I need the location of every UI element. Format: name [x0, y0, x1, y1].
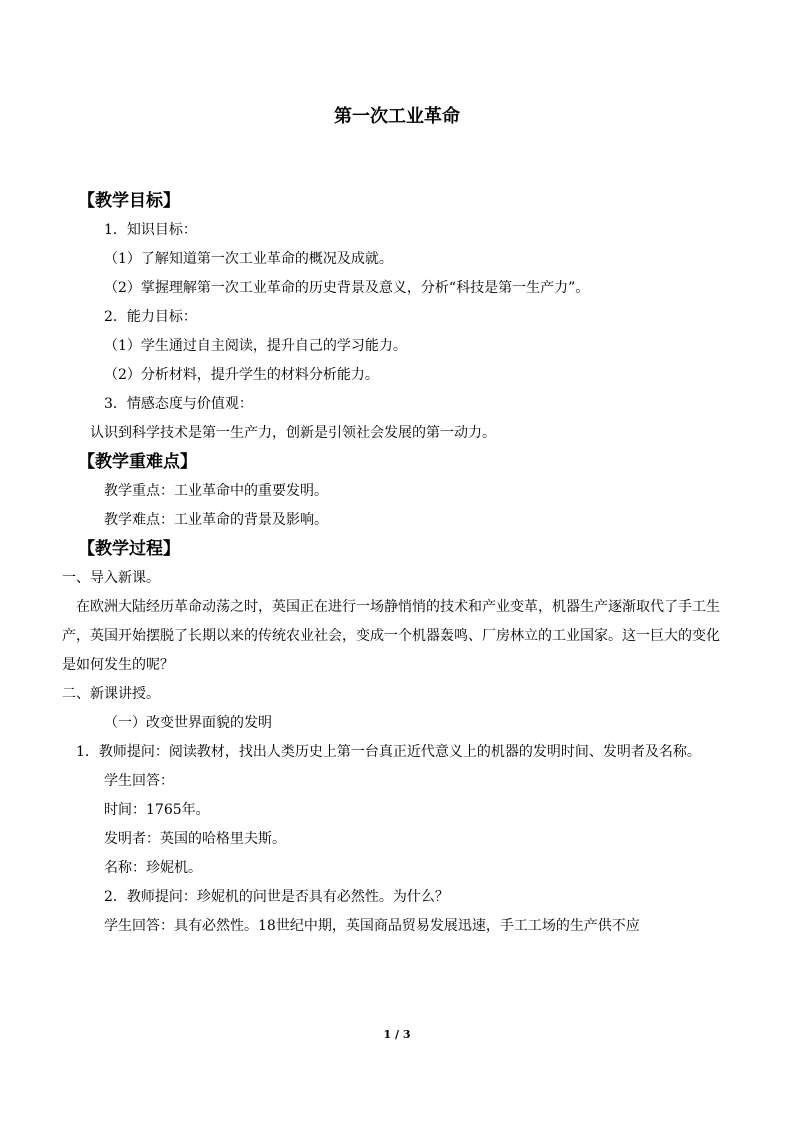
goal-line: （2）分析材料，提升学生的材料分析能力。 — [104, 367, 379, 383]
student-answer-2: 学生回答：具有必然性。18世纪中期，英国商品贸易发展迅速，手工工场的生产供不应 — [104, 918, 640, 934]
key-point-line: 教学难点：工业革命的背景及影响。 — [104, 512, 328, 528]
teacher-question-1: 1．教师提问：阅读教材，找出人类历史上第一台真正近代意义上的机器的发明时间、发明者及名称。 — [76, 744, 701, 760]
process-intro-paragraph: 在欧洲大陆经历革命动荡之时，英国正在进行一场静悄悄的技术和产业变革，机器生产逐渐取代了手工生产，英国开始摆脱了长期以来的传统农业社会，变成一个机器轰鸣、厂房林立的工业国家。这一巨大的变化是如何发生的呢？ — [62, 599, 720, 673]
document-body — [62, 187, 720, 941]
section-heading-goals: 【教学目标】 — [78, 191, 180, 211]
page-title: 第一次工业革命 — [334, 106, 460, 127]
goal-line: （1）学生通过自主阅读，提升自己的学习能力。 — [104, 338, 407, 354]
section-heading-key-points: 【教学重难点】 — [78, 452, 197, 472]
goal-line: （2）掌握理解第一次工业革命的历史背景及意义，分析“科技是第一生产力”。 — [104, 280, 590, 296]
goal-line: 1．知识目标： — [104, 222, 197, 238]
teacher-question-2: 2．教师提问：珍妮机的问世是否具有必然性。为什么？ — [104, 889, 449, 905]
process-intro-title: 一、导入新课。 — [62, 570, 160, 586]
answer-inventor: 发明者：英国的哈格里夫斯。 — [104, 831, 286, 847]
student-answer-label: 学生回答： — [104, 773, 174, 789]
process-new-title: 二、新课讲授。 — [62, 686, 160, 702]
goal-line: （1）了解知道第一次工业革命的概况及成就。 — [104, 251, 393, 267]
goal-line: 3．情感态度与价值观： — [104, 396, 253, 412]
answer-name: 名称：珍妮机。 — [104, 860, 202, 876]
page-number: 1 / 3 — [383, 1028, 411, 1041]
process-sub-heading: （一）改变世界面貌的发明 — [104, 715, 272, 731]
answer-time: 时间：1765年。 — [104, 802, 210, 818]
section-heading-process: 【教学过程】 — [78, 539, 180, 559]
key-point-line: 教学重点：工业革命中的重要发明。 — [104, 483, 328, 499]
goal-line: 2．能力目标： — [104, 309, 197, 325]
goal-line: 认识到科学技术是第一生产力，创新是引领社会发展的第一动力。 — [90, 425, 496, 441]
